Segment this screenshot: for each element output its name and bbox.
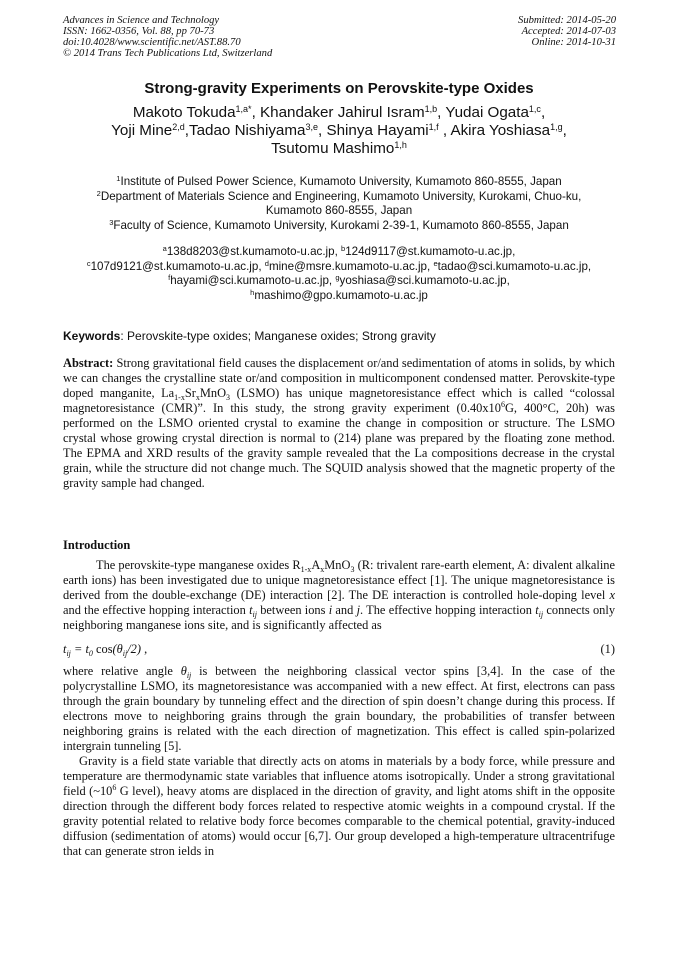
author-name: Yudai Ogata: [445, 104, 529, 121]
online-date: Online: 2014-10-31: [531, 37, 616, 48]
email-e[interactable]: tadao@sci.kumamoto-u.ac.jp,: [437, 259, 592, 273]
affiliation-text: Kumamoto 860-8555, Japan: [265, 204, 413, 217]
email-h[interactable]: mashimo@gpo.kumamoto-u.ac.jp: [254, 288, 428, 302]
intro-paragraph: The perovskite-type manganese oxides $R_{1-x}A_xMnO_3$ (R: trivalent rare-earth element, A: divalent alkaline earth ions) has been investigated due to unique magnetoresistance effect [1]. The unique magnetoresistance is derived from the double-exchange (DE) interaction [2]. The DE interaction is controlled hole-doping level x and the effective hopping interaction $t_{ij}$ between ions i and j. The effective hopping interaction $t_{ij}$ connects only neighboring manganese ions site, and is significantly affected as: [63, 558, 616, 632]
author-sup: 1,b: [424, 104, 438, 114]
journal-copyright: © 2014 Trans Tech Publications Ltd, Switzerland: [63, 48, 273, 59]
author-sup: 1,f: [428, 122, 439, 132]
journal-issn: ISSN: 1662-0356, Vol. 88, pp 70-73: [63, 26, 215, 37]
intro-body: [63, 558, 615, 859]
journal-header: [63, 15, 272, 59]
affiliation-sup: 2: [96, 188, 101, 198]
author-name: Tsutomu Mashimo: [271, 140, 395, 157]
affiliation-text: Department of Materials Science and Engineering, Kumamoto University, Kurokami, Chuo-ku,: [100, 189, 582, 203]
author-name: Akira Yoshiasa: [450, 122, 551, 139]
email-b[interactable]: 124d9117@st.kumamoto-u.ac.jp,: [345, 245, 516, 258]
accepted-date: Accepted: 2014-07-03: [521, 26, 616, 37]
affiliation-1: [63, 175, 615, 190]
affiliation-text: Faculty of Science, Kumamoto University, Kurokami 2-39-1, Kumamoto 860-8555, Japan: [113, 218, 569, 232]
author-sup: 1,g: [550, 122, 563, 132]
author-sup: 1,a*: [235, 104, 252, 114]
author-name: Shinya Hayami: [326, 122, 429, 139]
author-name: Makoto Tokuda: [132, 104, 236, 121]
affiliation-sup: 3: [109, 217, 114, 227]
author-sup: 1,h: [394, 140, 407, 150]
affiliation-2: [63, 190, 615, 205]
author-list: Makoto Tokuda$^{1,a*}$, Khandaker Jahirul Isram$^{1,b}$, Yudai Ogata$^{1,c}$, Yoji Mine$^{2,d}$,Tadao Nishiyama$^{3,e}$, Shinya Hayami$^{1,f}$ , Akira Yoshiasa$^{1,g}$, Tsutomu Mashimo$^{1,h}$: [111, 104, 567, 157]
equation-row: [63, 636, 615, 662]
email-g[interactable]: yoshiasa@sci.kumamoto-u.ac.jp,: [339, 274, 510, 287]
author-name: Tadao Nishiyama: [188, 122, 306, 139]
abstract-label: Abstract:: [63, 356, 114, 370]
equation-1: $t_{ij} = t_0$ $\cos(\theta_{ij}/2)$ ,: [63, 641, 148, 658]
intro-paragraph: Gravity is a field state variable that directly acts on atoms in materials by a body force, while pressure and temperature are thermodynamic state variables that influence atoms isotropically. Under a strong gravitational field ($\sim 10^6$ G level), heavy atoms are displaced in the direction of gravity, and light atoms shift in the opposite direction through the different body forces related to respective atomic weights in a compound crystal. If the gravity potential related to relative body force becomes comparable to the chemical potential, gravity-induced diffusion (sedimentation of atoms) would occur [6,7]. Our group developed a high-temperature ultracentrifuge that can generate stron ields in: [63, 754, 615, 858]
author-name: Khandaker Jahirul Isram: [260, 104, 425, 121]
affiliations: [63, 175, 615, 233]
submitted-date: Submitted: 2014-05-20: [518, 15, 616, 26]
equation-number: (1): [600, 641, 615, 656]
journal-doi: doi:10.4028/www.scientific.net/AST.88.70: [63, 37, 241, 48]
journal-name: Advances in Science and Technology: [63, 15, 220, 26]
email-list: $^a$138d8203@st.kumamoto-u.ac.jp, $^b$124d9117@st.kumamoto-u.ac.jp, $^c$107d9121@st.kumamoto-u.ac.jp, $^d$mine@msre.kumamoto-u.ac.jp, $^e$tadao@sci.kumamoto-u.ac.jp, $^f$hayami@sci.kumamoto-u.ac.jp, $^g$yoshiasa@sci.kumamoto-u.ac.jp, $^h$mashimo@gpo.kumamoto-u.ac.jp: [86, 244, 592, 302]
affiliation-text: Institute of Pulsed Power Science, Kumamoto University, Kumamoto 860-8555, Japan: [120, 175, 562, 188]
email-d[interactable]: mine@msre.kumamoto-u.ac.jp,: [268, 259, 431, 273]
dates-header: [518, 15, 616, 48]
author-sup: 3,e: [305, 122, 318, 132]
keywords-label: Keywords: [63, 329, 121, 343]
abstract: Abstract: Strong gravitational field causes the displacement or/and sedimentation of atoms in solids, by which we can changes the crystalline state or/and composition in multicomponent condensed matter. Perovskite-type doped manganite, $La_{1-x}Sr_xMnO_3$ (LSMO) has unique magnetoresistance effect which is called “colossal magnetoresistance (CMR)”. In this study, the strong gravity experiment ($0.40x10^6G$, 400°C, 20h) was performed on the LSMO oriented crystal to examine the change in composition or structure. The LSMO crystal whose growing crystal direction is normal to (214) plane was prepared by the floating zone method. The EPMA and XRD results of the gravity sample revealed that the La compositions decrease in the crystal grain, while the structure did not change much. The SQUID analysis showed that the magnetic property of the gravity sample had changed.: [63, 356, 615, 490]
author-sup: 2,d: [172, 122, 185, 132]
paper-title: Strong-gravity Experiments on Perovskite-type Oxides: [144, 80, 534, 97]
email-f[interactable]: hayami@sci.kumamoto-u.ac.jp,: [170, 274, 333, 287]
intro-paragraph: where relative angle $\theta_{ij}$ is between the neighboring classical vector spins [3,4]. In the case of the polycrystalline LSMO, its magnetoresistance was accompanied with a new effect. At first, electrons can pass through the grain boundary by tunneling effect and the direction of spin doesn’t change during this process. If electrons move to neighboring grains through the grain boundary, the probabilities of transfer between neighboring grains is related with the each direction of magnetization. This effect is called spin-polarized intergrain tunneling [5].: [63, 664, 615, 753]
email-a[interactable]: 138d8203@st.kumamoto-u.ac.jp,: [166, 245, 338, 258]
keywords-text: : Perovskite-type oxides; Manganese oxides; Strong gravity: [120, 329, 436, 343]
affiliation-3: [63, 219, 615, 234]
keywords-line: [63, 329, 615, 343]
email-c[interactable]: 107d9121@st.kumamoto-u.ac.jp,: [90, 259, 262, 273]
affiliation-2-cont: [63, 204, 615, 219]
author-name: Yoji Mine: [111, 122, 173, 139]
intro-heading: Introduction: [63, 538, 131, 552]
author-sup: 1,c: [528, 104, 541, 114]
affiliation-sup: 1: [116, 174, 121, 183]
